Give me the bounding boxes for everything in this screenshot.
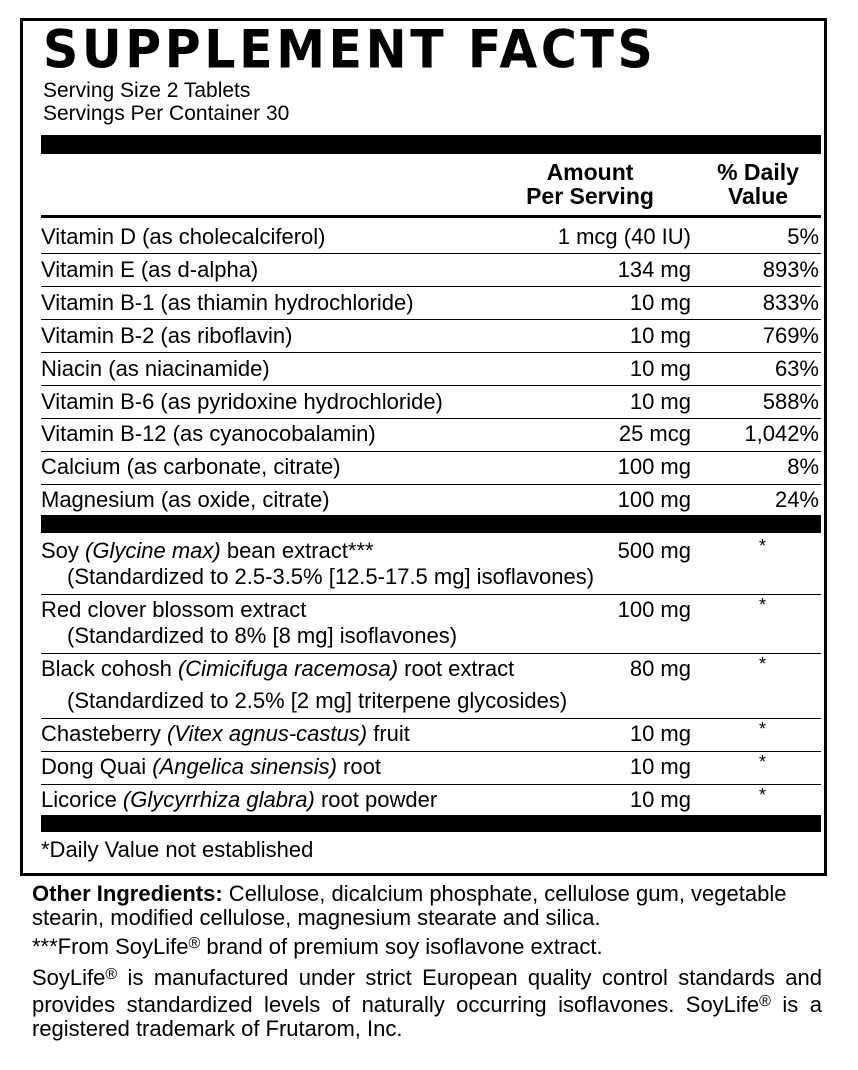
other-ingredients-text: Cellulose, dicalcium phosphate, cellulose gum, vegetable stearin, modified cellulose, magnesium stearate and silica. [32, 881, 787, 930]
thick-divider-bottom [41, 815, 821, 832]
botanical-common-name: Red clover blossom extract [41, 597, 307, 622]
nutrient-daily-value: 5% [787, 224, 819, 249]
soylife-note-post: brand of premium soy isoflavone extract. [200, 934, 603, 959]
botanical-latin-name: (Glycyrrhiza glabra) [122, 787, 315, 812]
nutrient-name: Vitamin D (as cholecalciferol) [41, 224, 326, 249]
soylife-source-note [32, 932, 822, 959]
nutrient-amount: 100 mg [617, 487, 691, 513]
header-rule [41, 215, 821, 218]
serving-size: Serving Size 2 Tablets [43, 79, 251, 102]
nutrient-name: Vitamin B-2 (as riboflavin) [41, 322, 293, 348]
dv-header-line2: Value [727, 183, 789, 209]
nutrient-name: Calcium (as carbonate, citrate) [41, 454, 341, 480]
botanical-daily-value: * [759, 719, 767, 739]
nutrient-amount: 10 mg [629, 289, 691, 315]
nutrient-daily-value: 63% [774, 355, 819, 381]
amount-header-line2: Per Serving [526, 183, 654, 209]
soylife-para-c: is a registered trademark of Frutarom, Inc. [32, 992, 822, 1041]
botanical-latin-name: (Angelica sinensis) [152, 754, 337, 779]
botanical-amount: 80 mg [629, 656, 691, 681]
nutrient-name: Vitamin E (as d-alpha) [41, 256, 259, 282]
nutrient-row [41, 254, 821, 287]
registered-mark: ® [188, 935, 201, 952]
botanical-daily-value: * [759, 654, 767, 674]
nutrient-row [41, 451, 821, 484]
panel-title: SUPPLEMENT FACTS [43, 18, 657, 81]
nutrient-amount: 134 mg [617, 256, 691, 282]
botanical-amount: 100 mg [617, 597, 691, 622]
botanical-common-name: Black cohosh [41, 656, 178, 681]
servings-per-container: Servings Per Container 30 [43, 102, 290, 125]
botanical-row [41, 653, 821, 718]
botanical-row [41, 751, 821, 784]
botanical-row [41, 718, 821, 751]
nutrient-daily-value: 588% [762, 388, 819, 414]
botanical-row [41, 594, 821, 653]
nutrient-daily-value: 893% [762, 256, 819, 282]
botanical-latin-name: (Cimicifuga racemosa) [177, 656, 399, 681]
nutrient-daily-value: 769% [762, 322, 819, 348]
nutrient-row [41, 386, 821, 419]
botanical-common-name: Soy [41, 538, 86, 563]
botanical-daily-value: * [759, 536, 767, 556]
nutrient-amount: 10 mg [629, 322, 691, 348]
nutrient-row [41, 221, 821, 254]
nutrient-daily-value: 1,042% [744, 421, 819, 447]
botanical-daily-value: * [759, 785, 767, 805]
nutrient-name: Magnesium (as oxide, citrate) [41, 487, 330, 513]
botanical-common-name: Dong Quai [41, 754, 153, 779]
other-ingredients-section [32, 882, 822, 1041]
nutrient-row [41, 484, 821, 517]
nutrient-amount: 1 mcg (40 IU) [557, 224, 691, 249]
nutrient-row [41, 418, 821, 451]
dv-header-line1: % Daily [717, 159, 799, 185]
nutrient-name: Niacin (as niacinamide) [41, 355, 270, 381]
daily-value-header [703, 160, 813, 208]
other-ingredients-label: Other Ingredients: [32, 881, 223, 906]
botanical-part: root [336, 754, 381, 779]
amount-header [510, 160, 670, 208]
amount-header-line1: Amount [546, 159, 634, 185]
soylife-para-b: is manufactured under strict European quality control standards and provides standardized levels of naturally occurring isoflavones. SoyLife [32, 965, 822, 1017]
botanical-common-name: Licorice [41, 787, 123, 812]
registered-mark: ® [759, 993, 771, 1010]
registered-mark: ® [105, 966, 118, 983]
botanical-row [41, 784, 821, 817]
soylife-para-a: SoyLife [32, 965, 106, 990]
nutrient-amount: 25 mcg [618, 421, 691, 447]
nutrient-amount: 10 mg [629, 388, 691, 414]
botanical-daily-value: * [759, 595, 767, 615]
standardization-note: (Standardized to 2.5-3.5% [12.5-17.5 mg] isoflavones) [67, 564, 595, 589]
soylife-note-pre: ***From SoyLife [32, 934, 189, 959]
nutrient-amount: 100 mg [617, 454, 691, 480]
nutrient-name: Vitamin B-12 (as cyanocobalamin) [41, 421, 376, 447]
botanical-common-name: Chasteberry [41, 721, 167, 746]
nutrient-daily-value: 833% [762, 289, 819, 315]
botanical-amount: 500 mg [617, 538, 691, 563]
botanical-amount: 10 mg [629, 787, 691, 812]
thick-divider-top [41, 135, 821, 154]
botanical-name [41, 656, 514, 682]
botanical-name [41, 754, 381, 780]
botanical-name [41, 787, 437, 813]
standardization-note: (Standardized to 2.5% [2 mg] triterpene glycosides) [67, 688, 568, 713]
botanical-latin-name: (Glycine max) [85, 538, 221, 563]
botanical-name [41, 538, 374, 564]
botanical-row [41, 535, 821, 594]
soylife-paragraph [32, 963, 822, 1041]
nutrient-daily-value: 8% [787, 454, 819, 480]
botanical-daily-value: * [759, 752, 767, 772]
nutrient-amount: 10 mg [629, 355, 691, 381]
botanical-part: root extract [398, 656, 515, 681]
botanical-amount: 10 mg [629, 721, 691, 746]
botanical-name [41, 721, 410, 747]
daily-value-footnote: *Daily Value not established [41, 837, 314, 862]
botanical-part: bean extract*** [220, 538, 374, 563]
botanical-latin-name: (Vitex agnus-castus) [166, 721, 368, 746]
thick-divider-middle [41, 515, 821, 533]
other-ingredients [32, 882, 822, 930]
supplement-facts-panel [20, 18, 827, 876]
botanical-part: fruit [367, 721, 410, 746]
botanical-amount: 10 mg [629, 754, 691, 779]
botanical-name [41, 597, 306, 623]
nutrient-row [41, 353, 821, 386]
standardization-note: (Standardized to 8% [8 mg] isoflavones) [67, 623, 458, 648]
nutrient-row [41, 287, 821, 320]
botanical-part: root powder [314, 787, 438, 812]
nutrient-name: Vitamin B-6 (as pyridoxine hydrochloride) [41, 388, 443, 414]
nutrient-daily-value: 24% [774, 487, 819, 513]
nutrient-name: Vitamin B-1 (as thiamin hydrochloride) [41, 289, 414, 315]
nutrient-row [41, 320, 821, 353]
